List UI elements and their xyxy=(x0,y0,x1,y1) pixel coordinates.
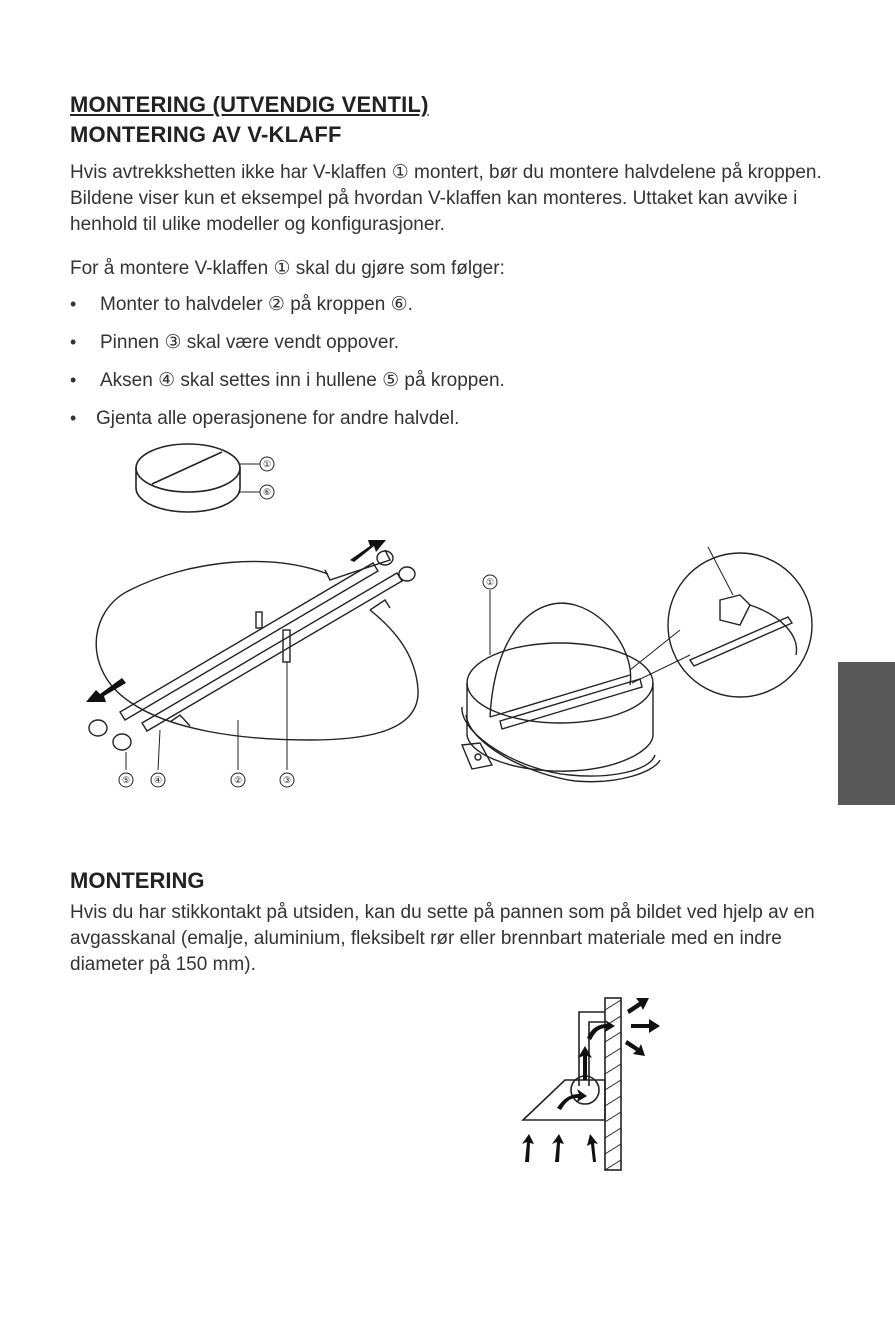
sleeve-illustration xyxy=(89,551,415,750)
side-tab-marker xyxy=(838,662,895,805)
section-title-mounting: MONTERING xyxy=(70,868,205,893)
valve-assembly-illustration xyxy=(450,535,850,795)
arrow-right-icon xyxy=(350,540,386,562)
disc-assembly-illustration xyxy=(70,440,440,800)
arrow-out-icon xyxy=(631,1019,660,1033)
callout-label: ⑤ xyxy=(121,775,131,785)
arrow-curve-icon xyxy=(587,1020,615,1040)
mounting-paragraph: Hvis du har stikkontakt på utsiden, kan du sette på pannen som på bildet ved hjelp av en avgasskanal (emalje, aluminium, fleksibelt rør eller brennbart materiale med en indre diameter på 150 mm). xyxy=(70,902,815,975)
callout-label: ① xyxy=(485,577,495,587)
step-item: • Gjenta alle operasjonene for andre halvdel. xyxy=(70,406,830,444)
arrow-up-icon xyxy=(552,1134,564,1162)
flap-dome-outline xyxy=(490,603,631,717)
arrow-up-icon xyxy=(578,1046,592,1080)
callout-label: ① xyxy=(262,459,272,469)
arrow-left-icon xyxy=(86,678,126,702)
step-item: • Monter to halvdeler ② på kroppen ⑥. xyxy=(70,292,830,330)
arrow-up-icon xyxy=(587,1134,598,1162)
pin-illustration xyxy=(256,612,290,662)
exhaust-airflow-illustration xyxy=(515,990,675,1180)
arrow-up-icon xyxy=(522,1134,534,1162)
axis-rods-illustration xyxy=(120,563,402,731)
callout-label: ⑥ xyxy=(262,487,272,497)
arrow-out-icon xyxy=(627,998,649,1014)
intro-paragraph: Hvis avtrekkshetten ikke har V-klaffen ① montert, bør du montere halvdelene på kroppen. Bildene viser kun et eksempel på hvordan V-klaffen kan monteres. Uttaket kan avvike i henhold til ulike modeller og konfigurasjoner. xyxy=(70,162,822,235)
callout-label: ④ xyxy=(153,775,163,785)
callout-label: ③ xyxy=(282,775,292,785)
step-item: • Pinnen ③ skal være vendt oppover. xyxy=(70,330,830,368)
page-title: MONTERING (UTVENDIG VENTIL) xyxy=(70,92,429,117)
callout-label: ② xyxy=(233,775,243,785)
arrow-curve-icon xyxy=(557,1089,587,1110)
step-item: • Aksen ④ skal settes inn i hullene ⑤ på kroppen. xyxy=(70,368,830,406)
section-title-v-flap: MONTERING AV V-KLAFF xyxy=(70,122,342,147)
steps-intro: For å montere V-klaffen ① skal du gjøre som følger: xyxy=(70,258,505,279)
arrow-out-icon xyxy=(625,1040,645,1056)
body-cylinder-illustration xyxy=(136,444,274,512)
steps-list xyxy=(70,292,830,444)
